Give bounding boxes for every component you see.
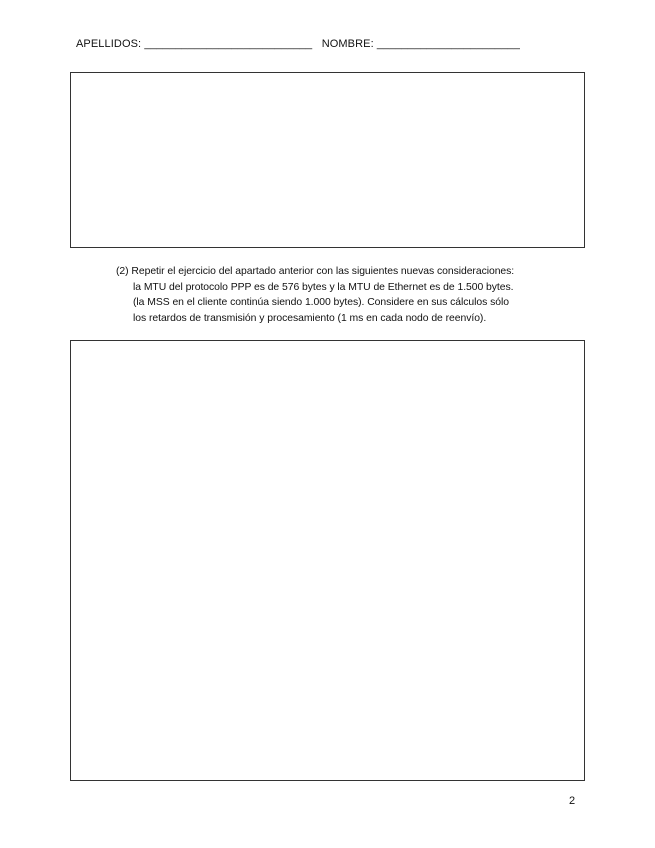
name-label: NOMBRE: <box>321 38 374 50</box>
question-line-3: (la MSS en el cliente continúa siendo 1.000 bytes). Considere en sus cálculos sólo <box>133 297 509 308</box>
answer-box-previous[interactable] <box>70 72 585 248</box>
name-blank[interactable]: _______________________ <box>376 38 520 50</box>
surname-label: APELLIDOS: <box>76 38 142 50</box>
question-2 <box>116 264 586 326</box>
header-fields <box>76 38 520 50</box>
question-line-2: la MTU del protocolo PPP es de 576 bytes y la MTU de Ethernet es de 1.500 bytes. <box>133 281 514 293</box>
question-number: (2) <box>116 266 129 277</box>
question-line-4: los retardos de transmisión y procesamiento (1 ms en cada nodo de reenvío). <box>133 312 487 324</box>
surname-blank[interactable]: ___________________________ <box>144 38 313 50</box>
question-line-1: (2) Repetir el ejercicio del apartado anterior con las siguientes nuevas consideraciones: <box>116 266 515 277</box>
page-number: 2 <box>569 795 576 807</box>
answer-box-question-2[interactable] <box>70 340 585 781</box>
